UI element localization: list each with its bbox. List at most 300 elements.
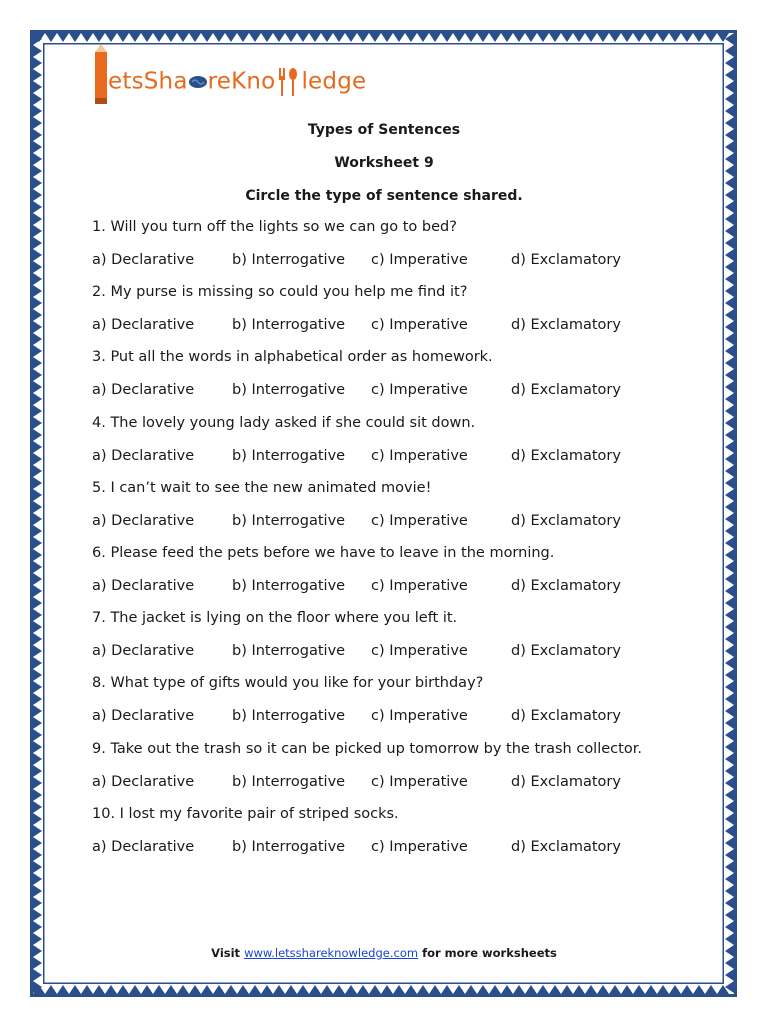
border-triangle: [297, 33, 309, 42]
border-triangle: [645, 985, 657, 994]
border-triangle: [33, 273, 42, 285]
logo-text: etsSha reKno ledge: [108, 68, 367, 95]
border-triangle: [725, 225, 734, 237]
border-triangle: [725, 93, 734, 105]
border-triangle: [705, 985, 717, 994]
border-triangle: [129, 985, 141, 994]
border-triangle: [725, 537, 734, 549]
worksheet-subtitle: Worksheet 9: [334, 155, 434, 171]
border-triangle: [321, 985, 333, 994]
border-triangle: [45, 33, 57, 42]
border-triangle: [33, 141, 42, 153]
border-triangle: [33, 825, 42, 837]
border-triangle: [725, 417, 734, 429]
answer-option[interactable]: d) Exclamatory: [511, 578, 621, 594]
border-triangle: [525, 33, 537, 42]
border-triangle: [681, 985, 693, 994]
border-triangle: [57, 985, 69, 994]
border-triangle: [561, 33, 573, 42]
border-triangle: [725, 693, 734, 705]
border-triangle: [33, 261, 42, 273]
answer-option[interactable]: b) Interrogative: [232, 708, 346, 724]
answer-option[interactable]: b) Interrogative: [232, 448, 346, 464]
border-triangle: [33, 369, 42, 381]
border-triangle: [33, 789, 42, 801]
border-triangle: [33, 453, 42, 465]
border-triangle: [33, 333, 42, 345]
answer-option[interactable]: c) Imperative: [371, 774, 468, 790]
answer-option[interactable]: c) Imperative: [371, 382, 468, 398]
answer-option[interactable]: b) Interrogative: [232, 839, 346, 855]
border-triangle: [501, 985, 513, 994]
answer-option[interactable]: d) Exclamatory: [511, 643, 621, 659]
footer: [0, 946, 768, 960]
border-triangle: [597, 985, 609, 994]
border-triangle: [273, 985, 285, 994]
border-triangle: [93, 985, 105, 994]
border-triangle: [725, 513, 734, 525]
answer-option[interactable]: d) Exclamatory: [511, 513, 621, 529]
border-triangle: [33, 429, 42, 441]
border-triangle: [725, 465, 734, 477]
border-triangle: [33, 537, 42, 549]
border-triangle: [273, 33, 285, 42]
border-triangle: [297, 985, 309, 994]
border-triangle: [725, 933, 734, 945]
border-triangle: [333, 33, 345, 42]
border-triangle: [725, 333, 734, 345]
border-triangle: [725, 597, 734, 609]
border-triangle: [381, 33, 393, 42]
border-line: [30, 30, 33, 997]
answer-option[interactable]: a) Declarative: [92, 382, 195, 398]
border-triangle: [213, 985, 225, 994]
border-triangle: [405, 33, 417, 42]
border-triangle: [725, 273, 734, 285]
border-triangle: [725, 921, 734, 933]
border-triangle: [725, 813, 734, 825]
border-triangle: [33, 105, 42, 117]
border-triangle: [705, 33, 717, 42]
border-triangle: [725, 297, 734, 309]
border-triangle: [725, 885, 734, 897]
border-triangle: [585, 33, 597, 42]
border-triangle: [33, 489, 42, 501]
border-triangle: [465, 33, 477, 42]
border-triangle: [725, 57, 734, 69]
border-triangle: [725, 633, 734, 645]
border-triangle: [513, 985, 525, 994]
border-triangle: [725, 45, 734, 57]
border-triangle: [33, 321, 42, 333]
border-triangle: [429, 33, 441, 42]
border-triangle: [681, 33, 693, 42]
border-triangle: [657, 985, 669, 994]
border-triangle: [345, 33, 357, 42]
border-triangle: [477, 985, 489, 994]
border-triangle: [609, 985, 621, 994]
border-triangle: [69, 985, 81, 994]
border-triangle: [693, 33, 705, 42]
border-triangle: [725, 849, 734, 861]
border-triangle: [441, 33, 453, 42]
border-triangle: [633, 33, 645, 42]
border-triangle: [33, 705, 42, 717]
border-triangle: [249, 985, 261, 994]
border-triangle: [33, 681, 42, 693]
border-triangle: [33, 669, 42, 681]
question-text: 9. Take out the trash so it can be picked up tomorrow by the trash collector.: [92, 741, 642, 757]
border-triangle: [725, 69, 734, 81]
border-triangle: [93, 33, 105, 42]
answer-option[interactable]: d) Exclamatory: [511, 839, 621, 855]
border-triangle: [725, 549, 734, 561]
border-triangle: [33, 609, 42, 621]
border-triangle: [117, 33, 129, 42]
border-triangle: [33, 525, 42, 537]
border-triangle: [725, 261, 734, 273]
border-triangle: [525, 985, 537, 994]
border-line: [30, 994, 737, 997]
border-triangle: [369, 33, 381, 42]
border-triangle: [285, 33, 297, 42]
border-triangle: [725, 285, 734, 297]
border-triangle: [33, 645, 42, 657]
border-triangle: [725, 609, 734, 621]
border-triangle: [725, 789, 734, 801]
border-triangle: [33, 933, 42, 945]
border-triangle: [725, 477, 734, 489]
border-triangle: [633, 985, 645, 994]
border-triangle: [33, 213, 42, 225]
answer-option[interactable]: d) Exclamatory: [511, 708, 621, 724]
border-triangle: [189, 33, 201, 42]
border-triangle: [33, 741, 42, 753]
answer-option[interactable]: b) Interrogative: [232, 774, 346, 790]
border-triangle: [725, 585, 734, 597]
border-triangle: [33, 477, 42, 489]
border-triangle: [405, 985, 417, 994]
border-triangle: [33, 969, 42, 981]
answer-option[interactable]: d) Exclamatory: [511, 252, 621, 268]
border-triangle: [117, 985, 129, 994]
border-triangle: [165, 33, 177, 42]
footer-prefix: Visit: [211, 946, 245, 960]
border-triangle: [441, 985, 453, 994]
border-triangle: [165, 985, 177, 994]
answer-option[interactable]: c) Imperative: [371, 513, 468, 529]
answer-option[interactable]: a) Declarative: [92, 252, 195, 268]
answer-option[interactable]: b) Interrogative: [232, 643, 346, 659]
border-triangle: [33, 57, 42, 69]
border-triangle: [33, 597, 42, 609]
border-triangle: [189, 985, 201, 994]
border-triangle: [725, 321, 734, 333]
border-triangle: [33, 357, 42, 369]
border-triangle: [33, 237, 42, 249]
border-triangle: [33, 873, 42, 885]
border-triangle: [129, 33, 141, 42]
answer-option[interactable]: a) Declarative: [92, 839, 195, 855]
border-triangle: [213, 33, 225, 42]
border-triangle: [537, 33, 549, 42]
border-triangle: [725, 705, 734, 717]
border-line: [43, 983, 724, 985]
border-triangle: [33, 225, 42, 237]
border-triangle: [33, 573, 42, 585]
border-triangle: [69, 33, 81, 42]
answer-option[interactable]: c) Imperative: [371, 317, 468, 333]
answer-option[interactable]: a) Declarative: [92, 513, 195, 529]
border-triangle: [33, 345, 42, 357]
question-text: 5. I can’t wait to see the new animated movie!: [92, 480, 432, 496]
border-triangle: [309, 33, 321, 42]
border-triangle: [177, 985, 189, 994]
border-triangle: [725, 909, 734, 921]
border-triangle: [33, 801, 42, 813]
border-triangle: [513, 33, 525, 42]
border-triangle: [321, 33, 333, 42]
answer-option[interactable]: a) Declarative: [92, 774, 195, 790]
border-triangle: [725, 141, 734, 153]
border-triangle: [285, 985, 297, 994]
border-triangle: [725, 861, 734, 873]
border-triangle: [141, 985, 153, 994]
answer-option[interactable]: d) Exclamatory: [511, 448, 621, 464]
border-triangle: [657, 33, 669, 42]
border-triangle: [33, 897, 42, 909]
border-triangle: [429, 985, 441, 994]
border-triangle: [33, 633, 42, 645]
border-triangle: [725, 405, 734, 417]
border-triangle: [309, 985, 321, 994]
border-triangle: [725, 429, 734, 441]
answer-option[interactable]: b) Interrogative: [232, 252, 346, 268]
border-triangle: [345, 985, 357, 994]
border-triangle: [33, 729, 42, 741]
answer-option[interactable]: c) Imperative: [371, 578, 468, 594]
border-triangle: [225, 985, 237, 994]
border-triangle: [81, 33, 93, 42]
border-triangle: [621, 985, 633, 994]
border-triangle: [33, 717, 42, 729]
worksheet-title: Types of Sentences: [307, 122, 461, 138]
question-text: 3. Put all the words in alphabetical order as homework.: [92, 349, 493, 365]
border-triangle: [609, 33, 621, 42]
question-text: 8. What type of gifts would you like for your birthday?: [92, 675, 484, 691]
border-triangle: [33, 561, 42, 573]
answer-option[interactable]: c) Imperative: [371, 708, 468, 724]
brain-icon: [188, 75, 208, 89]
question-text: 10. I lost my favorite pair of striped socks.: [92, 806, 399, 822]
border-triangle: [597, 33, 609, 42]
border-triangle: [417, 985, 429, 994]
border-triangle: [177, 33, 189, 42]
border-triangle: [725, 381, 734, 393]
border-triangle: [333, 985, 345, 994]
border-triangle: [33, 417, 42, 429]
answer-option[interactable]: c) Imperative: [371, 839, 468, 855]
border-triangle: [725, 669, 734, 681]
border-triangle: [725, 81, 734, 93]
border-triangle: [33, 81, 42, 93]
border-triangle: [501, 33, 513, 42]
answer-option[interactable]: d) Exclamatory: [511, 382, 621, 398]
border-triangle: [33, 813, 42, 825]
border-triangle: [33, 405, 42, 417]
border-triangle: [33, 849, 42, 861]
border-triangle: [725, 309, 734, 321]
answer-option[interactable]: a) Declarative: [92, 708, 195, 724]
border-triangle: [693, 985, 705, 994]
border-triangle: [33, 837, 42, 849]
border-triangle: [725, 717, 734, 729]
border-triangle: [33, 585, 42, 597]
question-text: 6. Please feed the pets before we have to leave in the morning.: [92, 545, 555, 561]
answer-option[interactable]: a) Declarative: [92, 643, 195, 659]
border-triangle: [33, 777, 42, 789]
border-triangle: [201, 33, 213, 42]
border-triangle: [33, 621, 42, 633]
border-triangle: [33, 381, 42, 393]
border-triangle: [45, 985, 57, 994]
border-triangle: [725, 249, 734, 261]
footer-link[interactable]: www.letsshareknowledge.com: [244, 946, 419, 960]
border-triangle: [33, 513, 42, 525]
border-triangle: [725, 777, 734, 789]
answer-option[interactable]: a) Declarative: [92, 578, 195, 594]
border-triangle: [417, 33, 429, 42]
border-triangle: [725, 897, 734, 909]
answer-option[interactable]: b) Interrogative: [232, 317, 346, 333]
border-triangle: [357, 985, 369, 994]
border-triangle: [57, 33, 69, 42]
border-triangle: [725, 873, 734, 885]
question-text: 2. My purse is missing so could you help me find it?: [92, 284, 468, 300]
border-triangle: [717, 33, 729, 42]
border-triangle: [201, 985, 213, 994]
border-triangle: [369, 985, 381, 994]
border-triangle: [33, 861, 42, 873]
border-triangle: [33, 297, 42, 309]
border-triangle: [33, 693, 42, 705]
answer-option[interactable]: c) Imperative: [371, 643, 468, 659]
border-line: [723, 43, 725, 984]
answer-option[interactable]: b) Interrogative: [232, 382, 346, 398]
border-triangle: [465, 985, 477, 994]
border-triangle: [669, 985, 681, 994]
border-triangle: [33, 285, 42, 297]
border-triangle: [725, 105, 734, 117]
answer-option[interactable]: c) Imperative: [371, 252, 468, 268]
question-text: 4. The lovely young lady asked if she could sit down.: [92, 415, 476, 431]
border-triangle: [33, 393, 42, 405]
border-triangle: [141, 33, 153, 42]
border-triangle: [725, 213, 734, 225]
border-triangle: [669, 33, 681, 42]
border-triangle: [153, 985, 165, 994]
instruction-text: Circle the type of sentence shared.: [245, 188, 523, 204]
border-triangle: [237, 33, 249, 42]
border-triangle: [725, 801, 734, 813]
border-triangle: [725, 393, 734, 405]
question-text: 7. The jacket is lying on the floor where you left it.: [92, 610, 458, 626]
border-triangle: [33, 69, 42, 81]
border-triangle: [725, 825, 734, 837]
border-triangle: [537, 985, 549, 994]
border-triangle: [225, 33, 237, 42]
border-triangle: [81, 985, 93, 994]
border-triangle: [725, 657, 734, 669]
border-triangle: [489, 33, 501, 42]
border-triangle: [33, 549, 42, 561]
border-triangle: [357, 33, 369, 42]
border-triangle: [153, 33, 165, 42]
border-line: [734, 30, 737, 997]
border-triangle: [453, 33, 465, 42]
border-line: [43, 43, 45, 984]
border-triangle: [33, 249, 42, 261]
border-triangle: [725, 573, 734, 585]
border-triangle: [725, 765, 734, 777]
border-triangle: [725, 525, 734, 537]
border-triangle: [725, 501, 734, 513]
border-triangle: [489, 985, 501, 994]
border-triangle: [725, 489, 734, 501]
border-triangle: [725, 753, 734, 765]
border-triangle: [33, 765, 42, 777]
fork-spoon-icon: [275, 68, 301, 96]
answer-option[interactable]: b) Interrogative: [232, 578, 346, 594]
border-triangle: [33, 45, 42, 57]
border-triangle: [33, 657, 42, 669]
border-triangle: [725, 621, 734, 633]
answer-option[interactable]: b) Interrogative: [232, 513, 346, 529]
border-triangle: [725, 369, 734, 381]
border-triangle: [249, 33, 261, 42]
border-triangle: [453, 985, 465, 994]
border-line: [43, 43, 724, 45]
border-triangle: [561, 985, 573, 994]
border-triangle: [33, 921, 42, 933]
border-line: [30, 30, 737, 33]
border-triangle: [549, 985, 561, 994]
border-triangle: [33, 909, 42, 921]
answer-option[interactable]: d) Exclamatory: [511, 317, 621, 333]
border-triangle: [33, 309, 42, 321]
border-triangle: [237, 985, 249, 994]
border-triangle: [725, 561, 734, 573]
border-triangle: [381, 985, 393, 994]
answer-option[interactable]: d) Exclamatory: [511, 774, 621, 790]
border-triangle: [33, 501, 42, 513]
border-triangle: [621, 33, 633, 42]
answer-option[interactable]: a) Declarative: [92, 448, 195, 464]
border-triangle: [725, 645, 734, 657]
border-triangle: [725, 681, 734, 693]
border-triangle: [725, 837, 734, 849]
border-triangle: [105, 33, 117, 42]
answer-option[interactable]: c) Imperative: [371, 448, 468, 464]
border-triangle: [725, 453, 734, 465]
border-triangle: [573, 33, 585, 42]
answer-option[interactable]: a) Declarative: [92, 317, 195, 333]
border-triangle: [725, 441, 734, 453]
border-triangle: [585, 985, 597, 994]
border-triangle: [725, 345, 734, 357]
border-triangle: [33, 753, 42, 765]
border-triangle: [261, 985, 273, 994]
